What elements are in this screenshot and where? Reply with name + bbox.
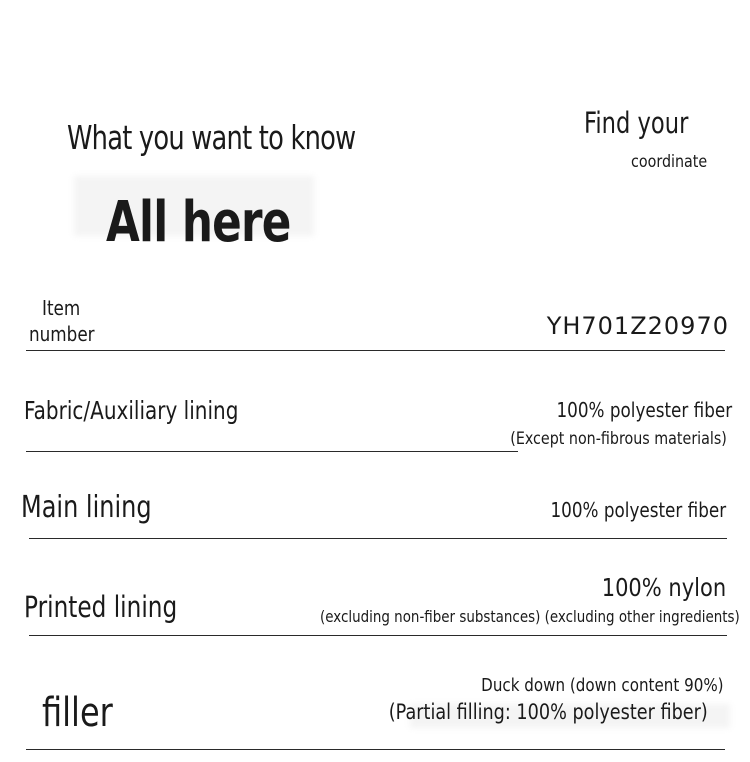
printed-lining-value: 100% nylon (601, 573, 726, 602)
divider (26, 749, 725, 750)
fabric-lining-value: 100% polyester fiber (556, 398, 732, 422)
main-lining-label: Main lining (21, 490, 152, 525)
find-subtitle: coordinate (631, 152, 708, 172)
divider (29, 635, 727, 636)
divider (29, 538, 727, 539)
printed-lining-label: Printed lining (24, 590, 178, 624)
intro-heading: What you want to know (67, 118, 356, 157)
fabric-lining-note: (Except non-fibrous materials) (510, 429, 727, 449)
headline: All here (106, 190, 291, 255)
filler-value: Duck down (down content 90%) (481, 675, 724, 696)
fabric-lining-label: Fabric/Auxiliary lining (24, 396, 239, 425)
main-lining-value: 100% polyester fiber (550, 498, 726, 522)
divider (26, 451, 518, 452)
filler-note: (Partial filling: 100% polyester fiber) (388, 700, 708, 724)
find-title: Find your (584, 106, 689, 140)
filler-label: filler (42, 690, 113, 736)
item-number-label-line2: number (29, 322, 95, 346)
divider (26, 350, 725, 351)
item-number-value: YH701Z20970 (546, 312, 729, 340)
printed-lining-note: (excluding non-fiber substances) (excluding other ingredients) (320, 607, 740, 626)
item-number-label-line1: Item (42, 296, 81, 320)
